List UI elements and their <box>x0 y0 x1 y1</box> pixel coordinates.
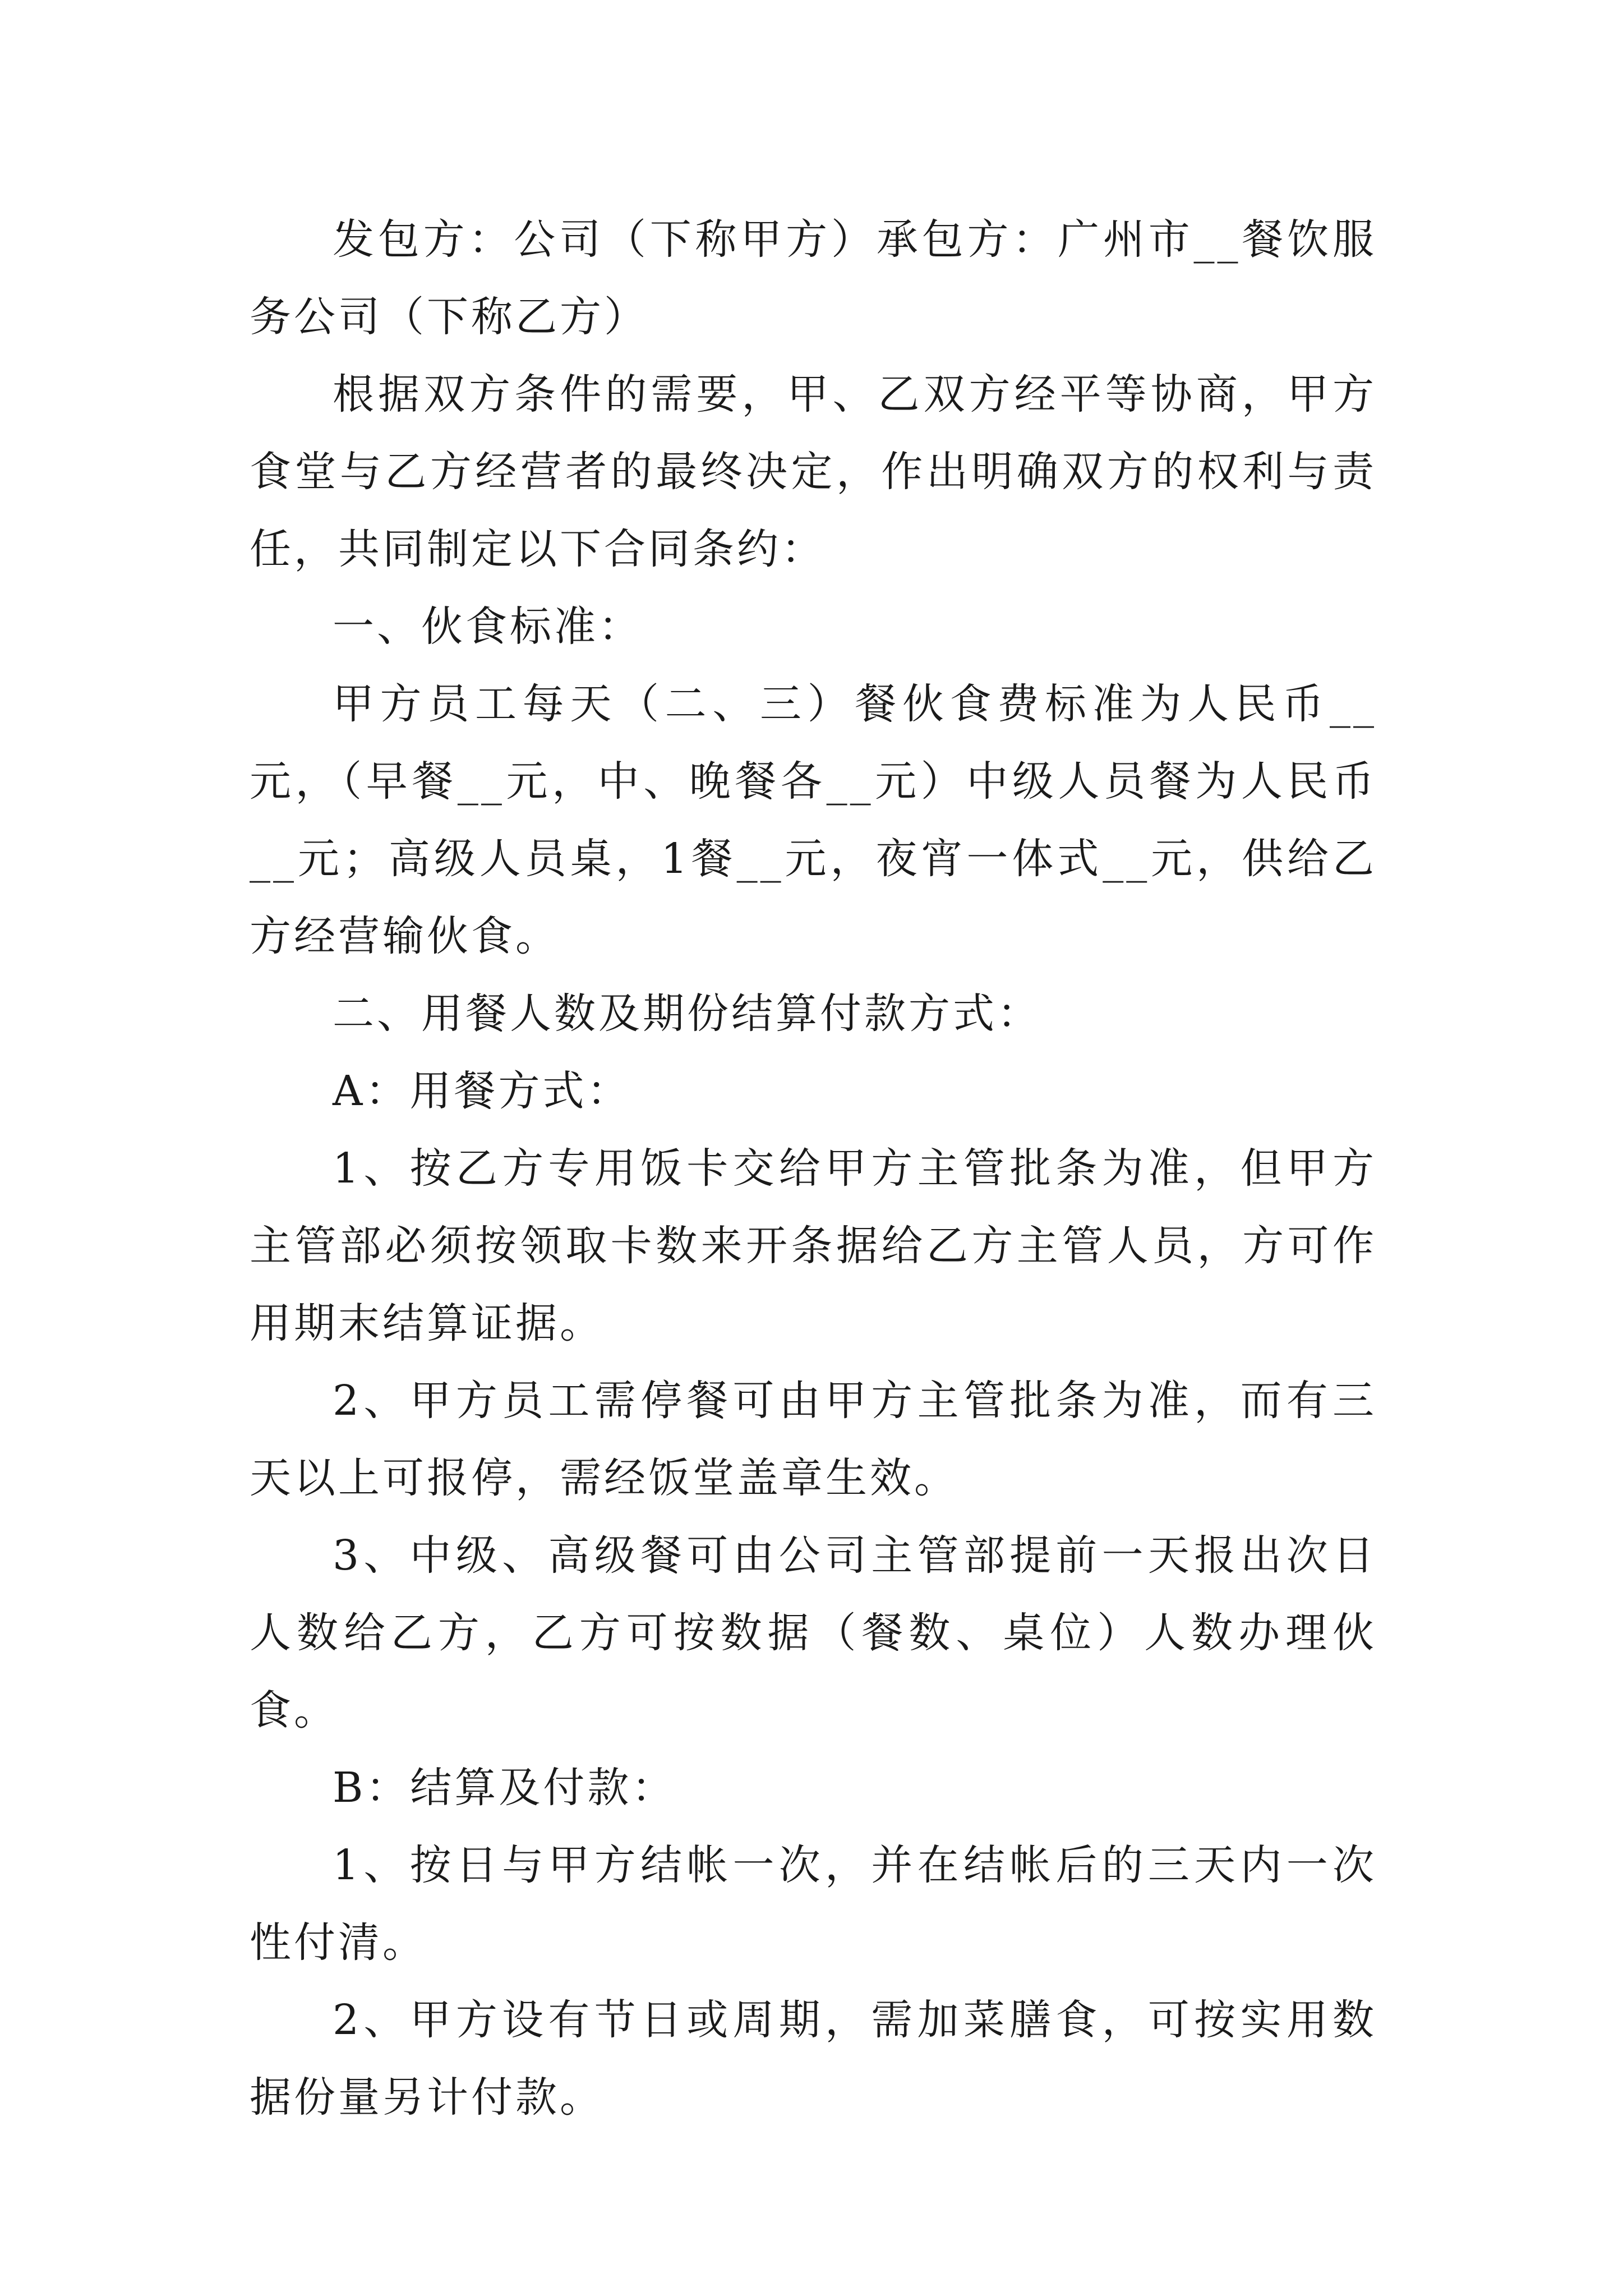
document-body <box>250 201 1377 2136</box>
contract-preamble: 根据双方条件的需要，甲、乙双方经平等协商，甲方食堂与乙方经营者的最终决定，作出明确双方的权利与责任，共同制定以下合同条约： <box>250 370 1377 573</box>
subheading-dining-method: A：用餐方式： <box>333 1067 631 1115</box>
section-heading-settlement: 二、用餐人数及期份结算付款方式： <box>333 990 1041 1038</box>
dining-method-item-1: 1、按乙方专用饭卡交给甲方主管批条为准，但甲方主管部必须按领取卡数来开条据给乙方主管人员，方可作用期末结算证据。 <box>250 1144 1377 1347</box>
dining-method-item-3: 3、中级、高级餐可由公司主管部提前一天报出次日人数给乙方，乙方可按数据（餐数、桌位）人数办理伙食。 <box>250 1531 1377 1734</box>
settlement-item-1: 1、按日与甲方结帐一次，并在结帐后的三天内一次性付清。 <box>250 1841 1377 1967</box>
meal-standard-text: 甲方员工每天（二、三）餐伙食费标准为人民币__元，（早餐__元，中、晚餐各__元）中级人员餐为人民币__元；高级人员桌，1餐__元，夜宵一体式__元，供给乙方经营输伙食。 <box>250 680 1377 960</box>
section-heading-meal-standard: 一、伙食标准： <box>333 602 643 651</box>
settlement-item-2: 2、甲方设有节日或周期，需加菜膳食，可按实用数据份量另计付款。 <box>250 1996 1377 2122</box>
subheading-settlement-payment: B：结算及付款： <box>333 1764 676 1812</box>
dining-method-item-2: 2、甲方员工需停餐可由甲方主管批条为准，而有三天以上可报停，需经饭堂盖章生效。 <box>250 1377 1377 1502</box>
contract-parties: 发包方：公司（下称甲方）承包方：广州市__餐饮服务公司（下称乙方） <box>250 215 1377 341</box>
